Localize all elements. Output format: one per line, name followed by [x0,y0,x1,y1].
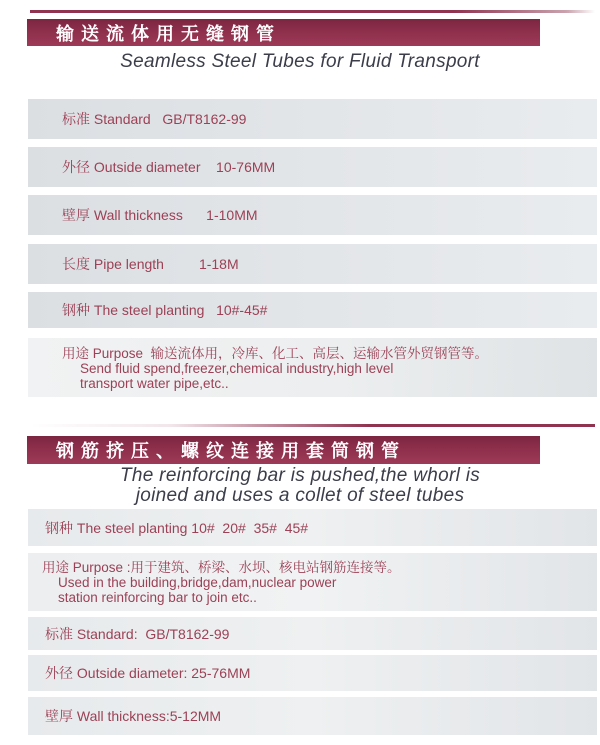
spec-row-text: 长度 Pipe length 1-18M [62,256,239,272]
section2-subtitle-line-1: The reinforcing bar is pushed,the whorl is [119,465,481,486]
section2-subtitle-line-2: joined and uses a collet of steel tubes [135,485,465,506]
spec-row-text: 标准 Standard GB/T8162-99 [62,111,247,127]
purpose-line-2: Used in the building,bridge,dam,nuclear power [58,575,337,590]
spec-row-text: 钢种 The steel planting 10#-45# [62,302,268,318]
purpose-line-2: Send fluid spend,freezer,chemical industry,high level [80,361,394,376]
section1-title: 输送流体用无缝钢管 [56,23,281,44]
section2-header-bar [27,436,540,464]
purpose-line-3: station reinforcing bar to join etc.. [58,590,257,605]
spec-row-steel-grade-2 [28,509,597,546]
spec-row-text: 外径 Outside diameter 10-76MM [62,159,276,175]
spec-row-text: 壁厚 Wall thickness 1-10MM [62,207,258,223]
spec-row-purpose [28,338,597,397]
spec-row-text: 壁厚 Wall thickness:5-12MM [45,708,222,724]
spec-row-outside-diameter [28,147,597,187]
purpose-line-3: transport water pipe,etc.. [80,376,229,391]
spec-row-standard [28,99,597,139]
section2-accent-line [30,424,595,427]
spec-row-text: 钢种 The steel planting 10# 20# 35# 45# [45,519,309,536]
spec-row-wall-thickness [28,195,597,235]
section2-title: 钢筋挤压、螺纹连接用套筒钢管 [56,441,406,461]
section1-subtitle: Seamless Steel Tubes for Fluid Transport [120,51,480,72]
spec-row-text: 外径 Outside diameter: 25-76MM [45,665,251,681]
section1-header-bar [27,19,540,46]
purpose-line-1: 用途 Purpose 输送流体用，冷库、化工、高层、运输水管外贸钢管等。 [62,346,489,361]
spec-row-steel-grade [28,292,597,328]
spec-row-pipe-length [28,244,597,284]
spec-row-standard-2 [28,617,597,650]
section2-subtitle [0,466,600,506]
section1-accent-line [30,10,595,13]
spec-row-purpose-2 [28,553,597,611]
purpose-line-1: 用途 Purpose :用于建筑、桥梁、水坝、核电站钢筋连接等。 [42,560,401,575]
spec-row-text: 标准 Standard: GB/T8162-99 [45,625,230,642]
spec-row-wall-thickness-2 [28,697,597,735]
spec-row-outside-diameter-2 [28,655,597,691]
